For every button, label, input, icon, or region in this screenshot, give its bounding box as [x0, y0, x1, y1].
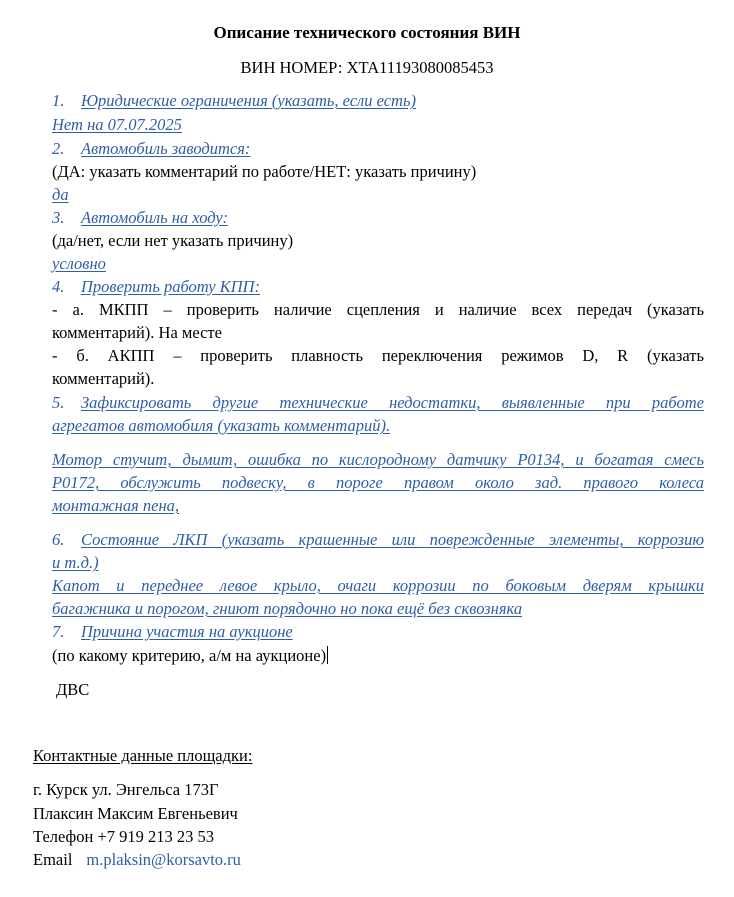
section-7-hint-line[interactable]	[52, 646, 704, 666]
section-5-answer-line-2: P0172, обслужить подвеску, в пороге правом около зад. правого колеса	[52, 473, 704, 492]
section-4-number: 4.	[52, 277, 65, 296]
section-3-answer: условно	[52, 254, 106, 273]
section-7-answer: ДВС	[56, 680, 90, 699]
section-5-heading-line-2: агрегатов автомобиля (указать комментарий).	[52, 416, 391, 435]
section-1-number: 1.	[52, 91, 65, 110]
section-3-hint: (да/нет, если нет указать причину)	[52, 231, 294, 250]
section-6-heading-line-2: и т.д.)	[52, 553, 99, 572]
section-6-answer-line-1: Капот и переднее левое крыло, очаги коррозии по боковым дверям крышки	[52, 576, 704, 595]
section-5-number: 5.	[52, 393, 65, 412]
section-4-manual-line-1: - а. МКПП – проверить наличие сцепления и наличие всех передач (указать	[52, 300, 704, 319]
section-4-auto-line-2: комментарий).	[52, 369, 155, 388]
section-1-answer: Нет на 07.07.2025	[52, 115, 182, 134]
contacts-person: Плаксин Максим Евгеньевич	[33, 804, 238, 823]
section-3-heading-text: Автомобиль на ходу:	[81, 208, 228, 227]
document-title: Описание технического состояния ВИН	[213, 23, 521, 42]
section-1-heading-text: Юридические ограничения (указать, если есть)	[81, 91, 416, 110]
section-2-number: 2.	[52, 139, 65, 158]
section-6-number: 6.	[52, 530, 65, 549]
section-2-heading	[52, 139, 704, 159]
section-3-heading	[52, 208, 704, 228]
section-4-heading-text: Проверить работу КПП:	[81, 277, 261, 296]
contacts-phone: Телефон +7 919 213 23 53	[33, 827, 214, 846]
contacts-heading: Контактные данные площадки:	[33, 746, 253, 765]
section-7-heading	[52, 622, 704, 642]
section-5-answer-line-1: Мотор стучит, дымит, ошибка по кислородному датчику P0134, и богатая смесь	[52, 450, 704, 469]
contacts-address: г. Курск ул. Энгельса 173Г	[33, 780, 219, 799]
section-6-heading-text: Состояние ЛКП (указать крашенные или поврежденные элементы, коррозию	[81, 530, 704, 549]
section-5-heading	[52, 393, 704, 413]
section-7-number: 7.	[52, 622, 65, 641]
section-4-auto-line-1: - б. АКПП – проверить плавность переключения режимов D, R (указать	[52, 346, 704, 365]
section-7-heading-text: Причина участия на аукционе	[81, 622, 293, 641]
contacts-email-line	[33, 850, 241, 870]
section-3-number: 3.	[52, 208, 65, 227]
email-link[interactable]: m.plaksin@korsavto.ru	[86, 850, 241, 869]
section-5-heading-text: Зафиксировать другие технические недостатки, выявленные при работе	[81, 393, 704, 412]
section-6-answer-line-2: багажника и порогом, гниют порядочно но пока ещё без сквозняка	[52, 599, 523, 618]
section-2-answer: да	[52, 185, 69, 204]
section-5-answer-line-3: монтажная пена,	[52, 496, 180, 515]
email-label: Email	[33, 850, 73, 869]
section-6-heading	[52, 530, 704, 550]
text-cursor	[327, 646, 328, 664]
section-1-heading	[52, 91, 704, 111]
vin-number-line: ВИН НОМЕР: XTA11193080085453	[240, 58, 494, 77]
section-4-manual-line-2: комментарий). На месте	[52, 323, 222, 342]
section-2-heading-text: Автомобиль заводится:	[81, 139, 251, 158]
section-2-hint: (ДА: указать комментарий по работе/НЕТ: указать причину)	[52, 162, 477, 181]
section-7-hint: (по какому критерию, а/м на аукционе)	[52, 646, 327, 665]
section-4-heading	[52, 277, 704, 297]
